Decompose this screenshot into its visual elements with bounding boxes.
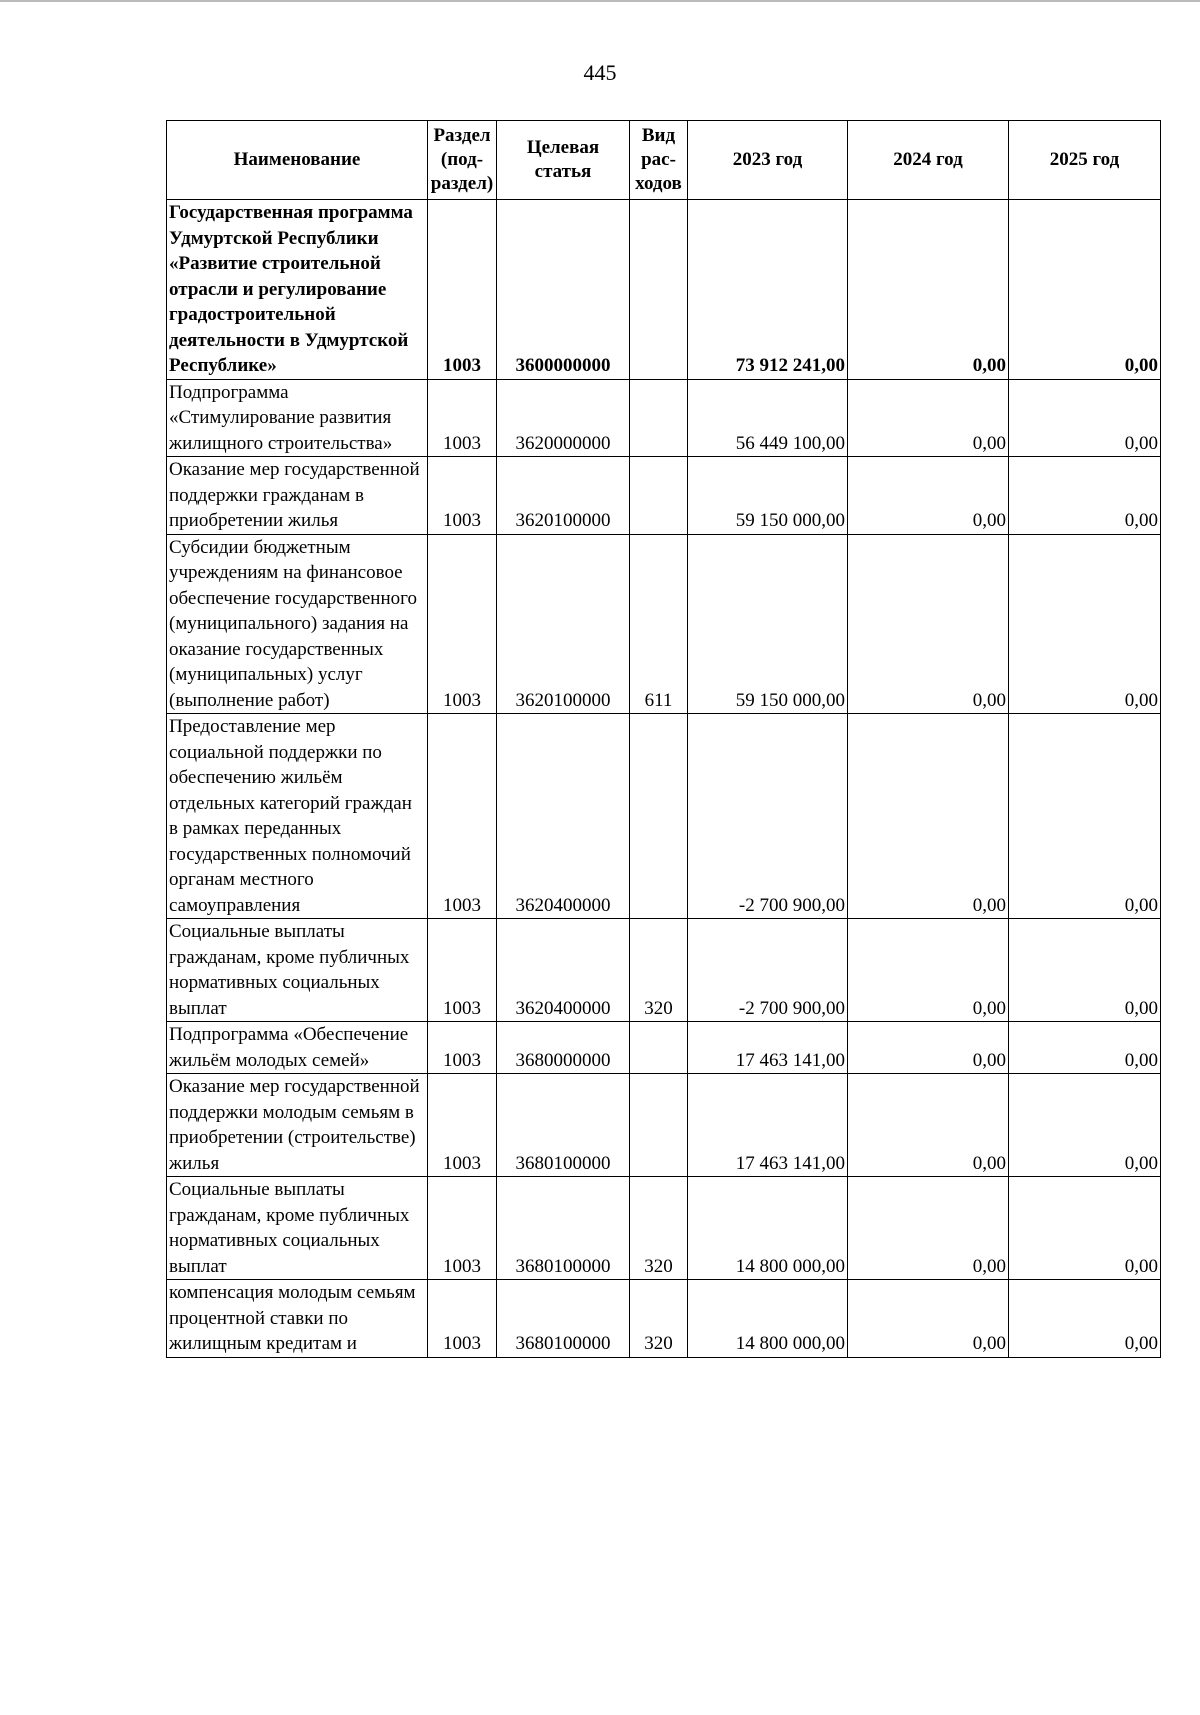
cell-target: 3620100000 [497,534,630,714]
cell-name: Оказание мер государственной поддержки молодым семьям в приобретении (строительстве) жилья [167,1074,428,1177]
table-row [167,1022,1161,1074]
cell-2024: 0,00 [848,1022,1009,1074]
cell-2024: 0,00 [848,714,1009,919]
cell-2025: 0,00 [1009,457,1161,535]
cell-2024: 0,00 [848,200,1009,380]
cell-target: 3680100000 [497,1074,630,1177]
cell-2023: 14 800 000,00 [688,1177,848,1280]
cell-section: 1003 [428,1022,497,1074]
table-row [167,714,1161,919]
table-header-row [167,121,1161,200]
cell-2023: 14 800 000,00 [688,1280,848,1358]
cell-2023: -2 700 900,00 [688,714,848,919]
cell-2023: 17 463 141,00 [688,1022,848,1074]
table-row [167,534,1161,714]
cell-2024: 0,00 [848,919,1009,1022]
cell-kind [630,1022,688,1074]
header-name: Наименование [167,121,428,200]
cell-name: Оказание мер государственной поддержки гражданам в приобретении жилья [167,457,428,535]
cell-target: 3620000000 [497,379,630,457]
cell-kind [630,457,688,535]
cell-name: Социальные выплаты гражданам, кроме публичных нормативных социальных выплат [167,919,428,1022]
cell-2025: 0,00 [1009,1280,1161,1358]
page-number: 445 [583,60,617,85]
cell-2025: 0,00 [1009,1177,1161,1280]
budget-table [166,120,1161,1358]
cell-kind [630,379,688,457]
cell-target: 3600000000 [497,200,630,380]
table-row [167,200,1161,380]
header-2025: 2025 год [1009,121,1161,200]
table-row [167,457,1161,535]
cell-section: 1003 [428,534,497,714]
cell-section: 1003 [428,457,497,535]
cell-name: компенсация молодым семьям процентной ставки по жилищным кредитам и [167,1280,428,1358]
table-row [167,919,1161,1022]
cell-target: 3620400000 [497,714,630,919]
cell-2023: 56 449 100,00 [688,379,848,457]
cell-section: 1003 [428,379,497,457]
cell-kind: 320 [630,1280,688,1358]
cell-name: Подпрограмма «Стимулирование развития жилищного строительства» [167,379,428,457]
cell-2024: 0,00 [848,457,1009,535]
cell-section: 1003 [428,919,497,1022]
table-row [167,1280,1161,1358]
cell-2023: 59 150 000,00 [688,457,848,535]
cell-name: Предоставление мер социальной поддержки по обеспечению жильём отдельных категорий граждан в рамках переданных государственных полномочий органам местного самоуправления [167,714,428,919]
header-kind: Вид рас-ходов [630,121,688,200]
cell-name: Субсидии бюджетным учреждениям на финансовое обеспечение государственного (муниципального) задания на оказание государственных (муниципальных) услуг (выполнение работ) [167,534,428,714]
cell-2025: 0,00 [1009,1022,1161,1074]
cell-target: 3680100000 [497,1280,630,1358]
cell-2023: 17 463 141,00 [688,1074,848,1177]
cell-name: Подпрограмма «Обеспечение жильём молодых семей» [167,1022,428,1074]
cell-section: 1003 [428,200,497,380]
header-2024: 2024 год [848,121,1009,200]
cell-2024: 0,00 [848,1177,1009,1280]
cell-name: Социальные выплаты гражданам, кроме публичных нормативных социальных выплат [167,1177,428,1280]
table-row [167,1177,1161,1280]
cell-kind: 320 [630,919,688,1022]
page-top-border [0,0,1200,2]
cell-section: 1003 [428,1280,497,1358]
header-target: Целевая статья [497,121,630,200]
header-section: Раздел (под-раздел) [428,121,497,200]
cell-section: 1003 [428,1074,497,1177]
cell-2025: 0,00 [1009,1074,1161,1177]
table-row [167,1074,1161,1177]
cell-target: 3680100000 [497,1177,630,1280]
cell-kind: 611 [630,534,688,714]
cell-section: 1003 [428,1177,497,1280]
cell-target: 3620100000 [497,457,630,535]
table-row [167,379,1161,457]
cell-2025: 0,00 [1009,714,1161,919]
cell-2025: 0,00 [1009,379,1161,457]
cell-kind [630,714,688,919]
cell-target: 3620400000 [497,919,630,1022]
cell-target: 3680000000 [497,1022,630,1074]
cell-2024: 0,00 [848,1280,1009,1358]
cell-2025: 0,00 [1009,534,1161,714]
cell-name: Государственная программа Удмуртской Республики «Развитие строительной отрасли и регулирование градостроительной деятельности в Удмуртской Республике» [167,200,428,380]
cell-2024: 0,00 [848,1074,1009,1177]
cell-kind [630,1074,688,1177]
cell-kind: 320 [630,1177,688,1280]
cell-2023: -2 700 900,00 [688,919,848,1022]
cell-2023: 59 150 000,00 [688,534,848,714]
cell-section: 1003 [428,714,497,919]
cell-2025: 0,00 [1009,200,1161,380]
cell-2023: 73 912 241,00 [688,200,848,380]
header-2023: 2023 год [688,121,848,200]
cell-2025: 0,00 [1009,919,1161,1022]
cell-2024: 0,00 [848,379,1009,457]
cell-2024: 0,00 [848,534,1009,714]
cell-kind [630,200,688,380]
